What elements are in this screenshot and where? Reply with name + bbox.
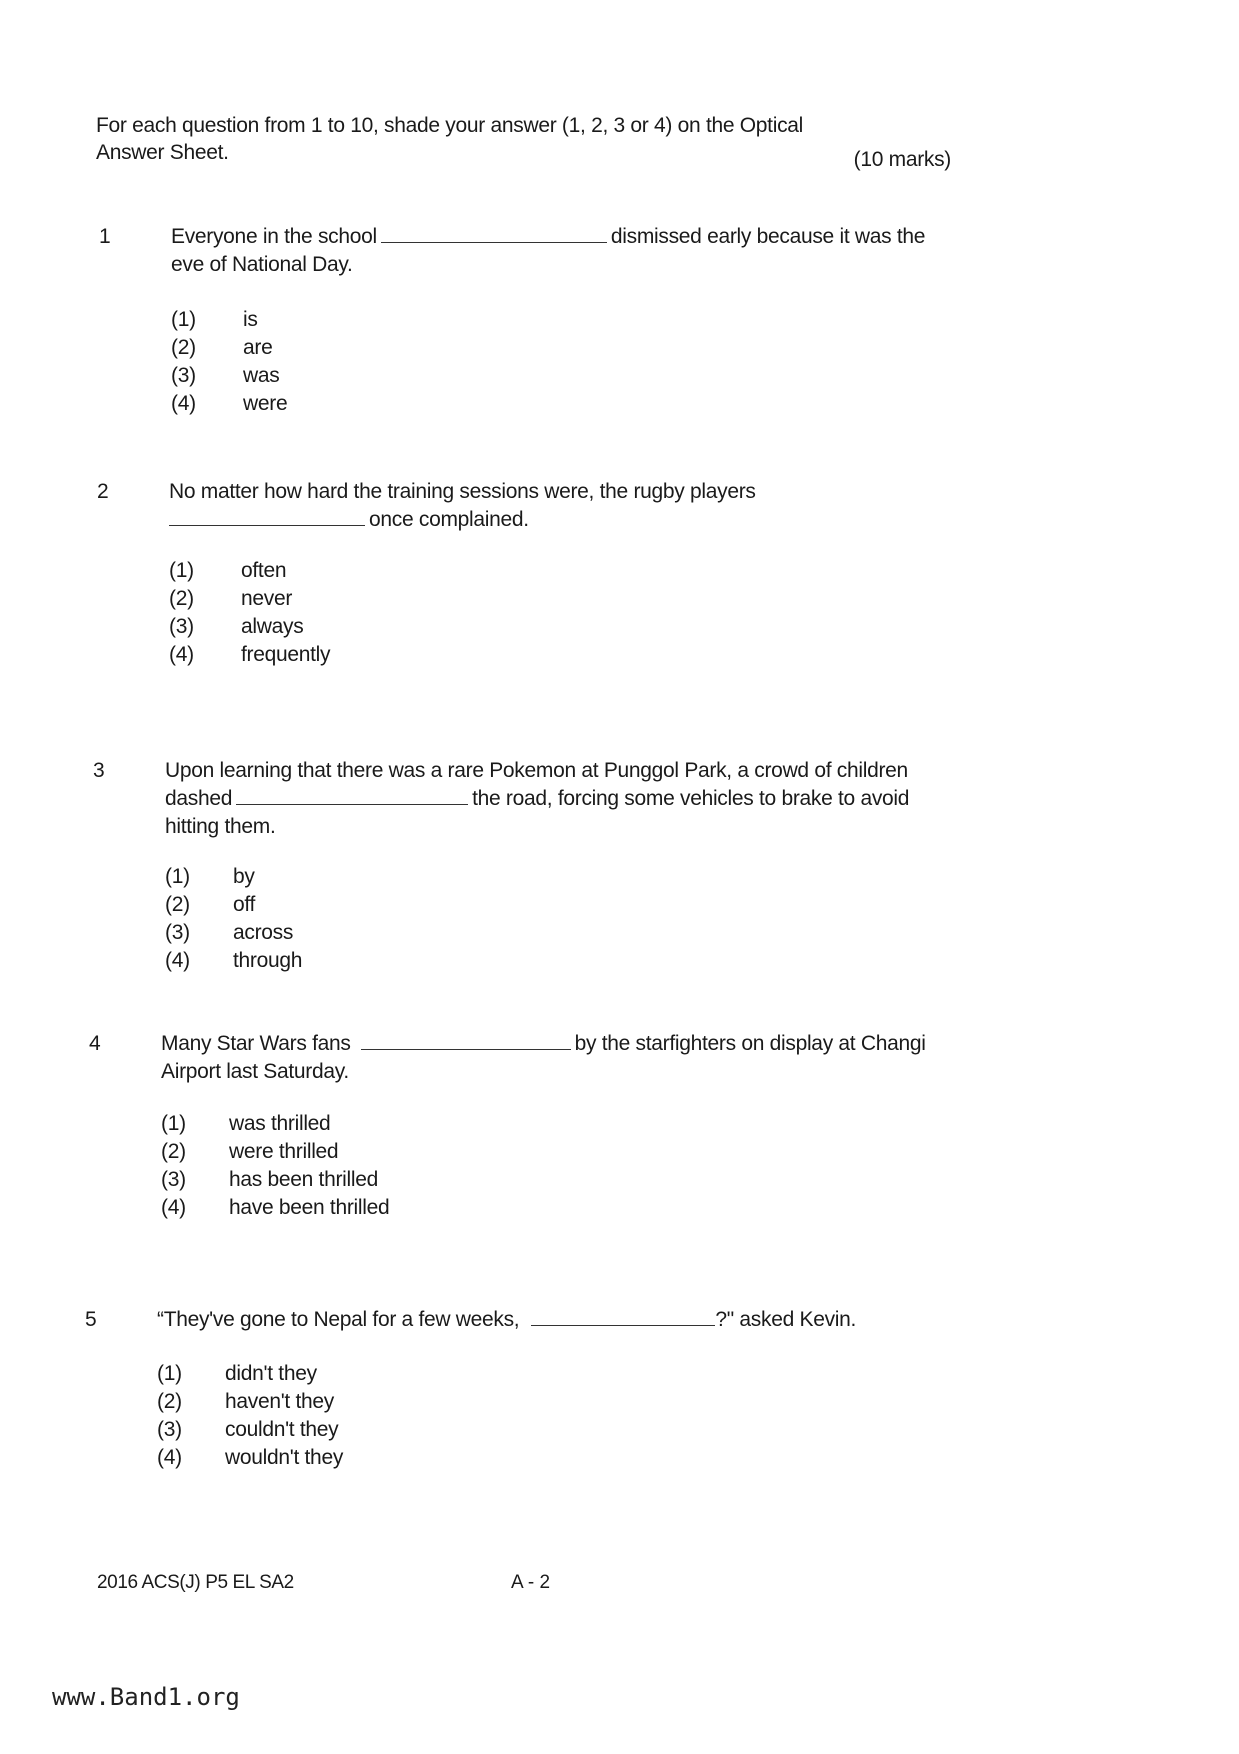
instructions-line-1: For each question from 1 to 10, shade your answer (1, 2, 3 or 4) on the Optical: [96, 114, 804, 137]
option-text: are: [243, 336, 273, 359]
option-2: [161, 1138, 389, 1166]
option-4: [171, 390, 287, 418]
option-3: [161, 1166, 389, 1194]
option-1: [161, 1110, 389, 1138]
option-text: always: [241, 615, 304, 638]
answer-blank: [236, 786, 468, 805]
option-text: is: [243, 308, 258, 331]
option-label: (4): [165, 949, 190, 972]
question-stem: [171, 223, 1071, 279]
option-4: [161, 1194, 389, 1222]
options-list: [161, 1110, 389, 1222]
option-3: [171, 362, 287, 390]
option-label: (4): [157, 1446, 182, 1469]
option-label: (1): [165, 865, 190, 888]
option-text: never: [241, 587, 293, 610]
option-1: [169, 557, 330, 585]
options-list: [171, 306, 287, 418]
options-list: [157, 1360, 343, 1472]
option-label: (2): [165, 893, 190, 916]
option-4: [157, 1444, 343, 1472]
stem-text: once complained.: [369, 508, 529, 531]
option-label: (3): [161, 1168, 186, 1191]
option-label: (2): [161, 1140, 186, 1163]
option-label: (1): [161, 1112, 186, 1135]
option-label: (3): [171, 364, 196, 387]
stem-text: No matter how hard the training sessions were, the rugby players: [169, 480, 756, 503]
option-label: (3): [165, 921, 190, 944]
stem-text: the road, forcing some vehicles to brake to avoid: [472, 787, 910, 810]
option-text: through: [233, 949, 303, 972]
option-4: [169, 641, 330, 669]
stem-text: “They've gone to Nepal for a few weeks,: [157, 1308, 520, 1331]
answer-blank: [381, 224, 607, 243]
option-2: [171, 334, 287, 362]
page-number: A - 2: [511, 1572, 551, 1593]
option-label: (2): [157, 1390, 182, 1413]
option-text: was: [243, 364, 280, 387]
option-text: have been thrilled: [229, 1196, 390, 1219]
option-3: [169, 613, 330, 641]
option-text: wouldn't they: [225, 1446, 344, 1469]
option-label: (1): [169, 559, 194, 582]
option-text: frequently: [241, 643, 331, 666]
option-text: by: [233, 865, 255, 888]
question-stem: [161, 1030, 1061, 1086]
option-2: [165, 891, 302, 919]
option-text: was thrilled: [229, 1112, 331, 1135]
option-text: has been thrilled: [229, 1168, 379, 1191]
option-text: were: [243, 392, 288, 415]
option-label: (1): [157, 1362, 182, 1385]
watermark-link[interactable]: www.Band1.org: [52, 1683, 240, 1711]
stem-text: Airport last Saturday.: [161, 1060, 349, 1083]
total-marks: (10 marks): [853, 148, 951, 171]
stem-text: Everyone in the school: [171, 225, 377, 248]
option-3: [157, 1416, 343, 1444]
question-number: 1: [99, 225, 111, 248]
option-text: off: [233, 893, 256, 916]
option-1: [157, 1360, 343, 1388]
option-text: didn't they: [225, 1362, 317, 1385]
question-stem: [157, 1306, 1057, 1334]
option-label: (3): [157, 1418, 182, 1441]
option-text: often: [241, 559, 287, 582]
option-3: [165, 919, 302, 947]
option-4: [165, 947, 302, 975]
option-label: (4): [171, 392, 196, 415]
option-2: [157, 1388, 343, 1416]
question-number: 2: [97, 480, 109, 503]
option-label: (4): [161, 1196, 186, 1219]
answer-blank: [361, 1031, 571, 1050]
option-text: haven't they: [225, 1390, 334, 1413]
question-stem: [169, 478, 1069, 534]
option-text: were thrilled: [229, 1140, 339, 1163]
paper-code: 2016 ACS(J) P5 EL SA2: [97, 1572, 294, 1593]
option-label: (2): [169, 587, 194, 610]
question-number: 4: [89, 1032, 101, 1055]
option-label: (3): [169, 615, 194, 638]
options-list: [165, 863, 302, 975]
question-number: 5: [85, 1308, 97, 1331]
stem-text: hitting them.: [165, 815, 276, 838]
instructions: [96, 112, 956, 171]
option-text: couldn't they: [225, 1418, 339, 1441]
answer-blank: [169, 507, 365, 526]
stem-text: dismissed early because it was the: [610, 225, 926, 248]
instructions-line-2: Answer Sheet.: [96, 141, 229, 164]
options-list: [169, 557, 330, 669]
stem-text: ?" asked Kevin.: [715, 1308, 857, 1331]
stem-text: eve of National Day.: [171, 253, 353, 276]
question-number: 3: [93, 759, 105, 782]
stem-text: Upon learning that there was a rare Pokemon at Punggol Park, a crowd of children: [165, 759, 908, 782]
option-1: [171, 306, 287, 334]
question-stem: [165, 757, 1065, 841]
option-label: (2): [171, 336, 196, 359]
stem-text: dashed: [165, 787, 233, 810]
option-text: across: [233, 921, 294, 944]
option-1: [165, 863, 302, 891]
option-label: (1): [171, 308, 196, 331]
answer-blank: [531, 1307, 715, 1326]
option-2: [169, 585, 330, 613]
stem-text: by the starfighters on display at Changi: [574, 1032, 926, 1055]
stem-text: Many Star Wars fans: [161, 1032, 351, 1055]
option-label: (4): [169, 643, 194, 666]
